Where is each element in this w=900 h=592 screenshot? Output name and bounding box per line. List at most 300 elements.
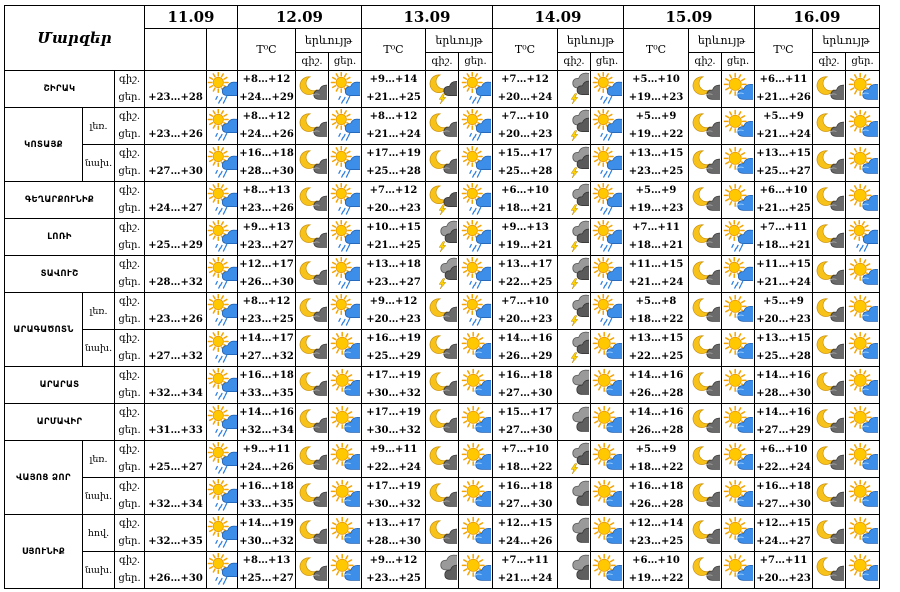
- night-temp: +10…+15: [366, 222, 421, 233]
- night-temp: +6…+10: [759, 185, 808, 196]
- day-temp: +20…+23: [756, 314, 811, 325]
- day-temp: +23…+28: [148, 92, 203, 103]
- moon-cloud-icon: [813, 478, 846, 515]
- temp-wrap: [238, 219, 295, 255]
- temp-wrap: [493, 145, 557, 181]
- sun-cloud-rain-icon: [591, 256, 624, 293]
- temp-range: [238, 478, 296, 515]
- temp-header: T⁰C: [755, 29, 813, 71]
- sun-cloud-rain-icon: [459, 108, 493, 145]
- night-label: գիշ.: [118, 148, 141, 159]
- temp-range: [493, 293, 558, 330]
- day-temp: +28…+32: [148, 277, 203, 288]
- moon-cloud-icon: [426, 293, 459, 330]
- cloud-storm-icon: [558, 182, 591, 219]
- temp-range: [493, 441, 558, 478]
- temp-11-09: [145, 219, 207, 256]
- sun-cloud-rain-icon: [329, 71, 362, 108]
- sun-cloud-icon: [722, 515, 755, 552]
- temp-range: [238, 145, 296, 182]
- blank-cell: [207, 29, 238, 71]
- forecast-table: [4, 5, 880, 589]
- temp-wrap: [238, 552, 295, 588]
- night-temp: +6…+10: [501, 185, 549, 196]
- day-temp: +21…+25: [756, 203, 811, 214]
- moon-cloud-icon: [296, 145, 329, 182]
- temp-range: [624, 71, 689, 108]
- moon-cloud-icon: [296, 256, 329, 293]
- temp-wrap: [755, 515, 812, 551]
- night-label: գիշ.: [118, 296, 141, 307]
- region-row: [5, 182, 880, 219]
- temp-wrap: [238, 441, 295, 477]
- sun-cloud-icon: [591, 367, 624, 404]
- sun-cloud-rain-icon: [329, 256, 362, 293]
- region-name: ՏԱՎՈՒՇ: [5, 256, 115, 293]
- day-temp: +25…+29: [366, 351, 421, 362]
- day-temp: +27…+30: [497, 388, 553, 399]
- date-header: 14.09: [493, 6, 624, 29]
- sun-cloud-icon: [722, 478, 755, 515]
- night-temp: +13…+17: [497, 259, 553, 270]
- labels-wrap: [115, 145, 144, 181]
- moon-cloud-icon: [813, 367, 846, 404]
- moon-cloud-icon: [426, 441, 459, 478]
- day-header: ցեր.: [722, 53, 755, 71]
- night-day-labels: [115, 219, 145, 256]
- moon-cloud-icon: [689, 219, 722, 256]
- moon-cloud-icon: [296, 478, 329, 515]
- cloud-storm-icon: [426, 256, 459, 293]
- sun-cloud-icon: [846, 330, 880, 367]
- blank-line: [145, 219, 206, 237]
- temp-range: [755, 404, 813, 441]
- temp-wrap: [755, 256, 812, 292]
- night-temp: +14…+16: [628, 370, 684, 381]
- labels-wrap: [115, 478, 144, 514]
- moon-cloud-icon: [689, 108, 722, 145]
- day-temp: +18…+22: [628, 462, 684, 473]
- night-header: գիշ.: [296, 53, 329, 71]
- night-temp: +7…+10: [501, 111, 549, 122]
- moon-cloud-icon: [296, 515, 329, 552]
- sun-cloud-icon: [846, 71, 880, 108]
- temp-wrap: [493, 256, 557, 292]
- night-temp: +5…+9: [635, 111, 677, 122]
- moon-cloud-icon: [426, 515, 459, 552]
- region-name: ԿՈՏԱՅՔ: [5, 108, 83, 182]
- labels-wrap: [115, 515, 144, 551]
- temp-11-09: [145, 367, 207, 404]
- region-name: ԳԵՂԱՐՔՈՒՆԻՔ: [5, 182, 115, 219]
- temp-11-09: [145, 552, 207, 589]
- cloud-storm-icon: [558, 330, 591, 367]
- day-label: ցեր.: [118, 314, 141, 325]
- temp-range: [362, 367, 426, 404]
- day-temp: +20…+23: [366, 203, 421, 214]
- night-day-labels: [115, 515, 145, 552]
- sun-cloud-icon: [459, 367, 493, 404]
- blank-line: [145, 367, 206, 385]
- temp-wrap: [145, 404, 206, 440]
- temp-range: [755, 330, 813, 367]
- night-label: գիշ.: [118, 222, 141, 233]
- subregion-label: նախ.: [83, 478, 115, 515]
- day-temp: +21…+24: [628, 277, 684, 288]
- day-temp: +23…+25: [239, 314, 294, 325]
- moon-cloud-storm-icon: [426, 71, 459, 108]
- sun-cloud-rain-icon: [591, 219, 624, 256]
- sun-cloud-icon: [207, 552, 238, 589]
- temp-wrap: [145, 71, 206, 107]
- day-temp: +23…+27: [239, 240, 294, 251]
- day-temp: +19…+23: [628, 92, 684, 103]
- day-temp: +32…+34: [148, 388, 203, 399]
- day-temp: +27…+29: [756, 425, 811, 436]
- blank-line: [145, 441, 206, 459]
- sun-cloud-icon: [722, 441, 755, 478]
- day-temp: +27…+30: [497, 499, 553, 510]
- sun-cloud-icon: [329, 441, 362, 478]
- temp-wrap: [238, 330, 295, 366]
- moon-cloud-icon: [296, 182, 329, 219]
- cloud-icon: [426, 552, 459, 589]
- sun-cloud-icon: [459, 515, 493, 552]
- day-label: ցեր.: [118, 499, 141, 510]
- sun-cloud-icon: [459, 330, 493, 367]
- night-temp: +8…+13: [242, 185, 291, 196]
- temp-range: [755, 478, 813, 515]
- region-name: ՍՅՈՒՆԻՔ: [5, 515, 83, 589]
- moon-cloud-icon: [296, 293, 329, 330]
- labels-wrap: [115, 293, 144, 329]
- temp-range: [493, 145, 558, 182]
- sun-cloud-icon: [591, 441, 624, 478]
- temp-wrap: [362, 404, 425, 440]
- temp-wrap: [624, 71, 688, 107]
- temp-range: [755, 367, 813, 404]
- moon-cloud-icon: [689, 441, 722, 478]
- night-label: գիշ.: [118, 481, 141, 492]
- region-row: [5, 404, 880, 441]
- temp-range: [624, 145, 689, 182]
- sun-cloud-icon: [329, 515, 362, 552]
- temp-wrap: [362, 330, 425, 366]
- temp-range: [755, 182, 813, 219]
- sun-cloud-icon: [846, 478, 880, 515]
- temp-11-09: [145, 441, 207, 478]
- temp-wrap: [493, 219, 557, 255]
- moon-cloud-storm-icon: [426, 182, 459, 219]
- night-day-labels: [115, 293, 145, 330]
- sun-cloud-icon: [329, 404, 362, 441]
- labels-wrap: [115, 219, 144, 255]
- day-temp: +23…+27: [366, 277, 421, 288]
- night-day-labels: [115, 404, 145, 441]
- night-label: գիշ.: [118, 111, 141, 122]
- temp-range: [755, 71, 813, 108]
- moon-cloud-icon: [813, 441, 846, 478]
- day-temp: +26…+28: [628, 388, 684, 399]
- night-temp: +13…+15: [756, 148, 811, 159]
- night-header: գիշ.: [813, 53, 846, 71]
- sun-cloud-icon: [207, 478, 238, 515]
- night-day-labels: [115, 108, 145, 145]
- night-day-labels: [115, 367, 145, 404]
- night-label: գիշ.: [118, 74, 141, 85]
- moon-cloud-icon: [426, 145, 459, 182]
- temp-range: [362, 478, 426, 515]
- night-temp: +16…+18: [628, 481, 684, 492]
- day-temp: +21…+25: [366, 240, 421, 251]
- night-temp: +16…+19: [366, 333, 421, 344]
- night-temp: +11…+15: [628, 259, 684, 270]
- day-label: ցեր.: [118, 536, 141, 547]
- sun-cloud-icon: [207, 515, 238, 552]
- day-label: ցեր.: [118, 277, 141, 288]
- region-name: ԼՈՌԻ: [5, 219, 115, 256]
- night-header: գիշ.: [426, 53, 459, 71]
- temp-range: [493, 478, 558, 515]
- temp-wrap: [145, 256, 206, 292]
- region-row: [5, 219, 880, 256]
- temp-wrap: [238, 478, 295, 514]
- night-temp: +8…+12: [242, 111, 291, 122]
- night-temp: +16…+18: [239, 148, 294, 159]
- temp-range: [755, 441, 813, 478]
- temp-range: [362, 293, 426, 330]
- sun-cloud-icon: [207, 182, 238, 219]
- night-temp: +8…+12: [369, 111, 418, 122]
- blank-line: [145, 478, 206, 496]
- blank-line: [145, 182, 206, 200]
- day-temp: +20…+23: [366, 314, 421, 325]
- sun-cloud-rain-icon: [329, 145, 362, 182]
- day-label: ցեր.: [118, 129, 141, 140]
- day-label: ցեր.: [118, 351, 141, 362]
- temp-range: [624, 404, 689, 441]
- temp-wrap: [624, 478, 688, 514]
- moon-cloud-icon: [813, 219, 846, 256]
- temp-wrap: [145, 478, 206, 514]
- night-temp: +5…+9: [635, 444, 677, 455]
- sun-cloud-icon: [722, 108, 755, 145]
- night-temp: +16…+18: [756, 481, 811, 492]
- sun-cloud-icon: [722, 367, 755, 404]
- sun-cloud-rain-icon: [722, 219, 755, 256]
- day-temp: +24…+27: [148, 203, 203, 214]
- temp-range: [755, 515, 813, 552]
- cloud-icon: [558, 515, 591, 552]
- night-temp: +9…+13: [501, 222, 549, 233]
- day-temp: +32…+34: [239, 425, 294, 436]
- day-temp: +27…+30: [497, 425, 553, 436]
- moon-cloud-icon: [689, 293, 722, 330]
- moon-cloud-icon: [813, 108, 846, 145]
- moon-cloud-icon: [813, 293, 846, 330]
- temp-wrap: [624, 367, 688, 403]
- subregion-label: լեռ.: [83, 441, 115, 478]
- day-temp: +25…+28: [366, 166, 421, 177]
- sun-cloud-rain-icon: [591, 108, 624, 145]
- temp-range: [238, 367, 296, 404]
- temp-range: [624, 293, 689, 330]
- temp-wrap: [755, 367, 812, 403]
- temp-wrap: [493, 515, 557, 551]
- temp-header: T⁰C: [238, 29, 296, 71]
- temp-wrap: [755, 552, 812, 588]
- temp-wrap: [145, 108, 206, 144]
- night-label: գիշ.: [118, 370, 141, 381]
- region-name: ՎԱՅՈՑ ՁՈՐ: [5, 441, 83, 515]
- night-temp: +17…+19: [366, 481, 421, 492]
- night-temp: +16…+18: [239, 370, 294, 381]
- day-temp: +23…+26: [239, 203, 294, 214]
- temp-range: [238, 256, 296, 293]
- moon-cloud-icon: [813, 256, 846, 293]
- day-label: ցեր.: [118, 203, 141, 214]
- temp-wrap: [362, 367, 425, 403]
- temp-range: [238, 330, 296, 367]
- cloud-icon: [558, 478, 591, 515]
- cloud-storm-icon: [558, 256, 591, 293]
- temp-wrap: [362, 441, 425, 477]
- night-temp: +7…+10: [501, 444, 549, 455]
- subregion-label: լեռ.: [83, 108, 115, 145]
- night-temp: +15…+17: [497, 407, 553, 418]
- temp-range: [624, 478, 689, 515]
- moon-cloud-icon: [689, 182, 722, 219]
- day-label: ցեր.: [118, 240, 141, 251]
- day-temp: +23…+25: [628, 536, 684, 547]
- day-temp: +26…+30: [148, 573, 203, 584]
- regions-header: Մարզեր: [5, 6, 145, 71]
- temp-range: [493, 256, 558, 293]
- sun-cloud-rain-icon: [329, 219, 362, 256]
- temp-wrap: [755, 330, 812, 366]
- subregion-label: լեռ.: [83, 293, 115, 330]
- sun-cloud-icon: [846, 367, 880, 404]
- night-temp: +9…+14: [369, 74, 418, 85]
- sun-cloud-rain-icon: [459, 182, 493, 219]
- temp-range: [238, 404, 296, 441]
- night-temp: +14…+16: [628, 407, 684, 418]
- sun-cloud-icon: [722, 71, 755, 108]
- temp-wrap: [624, 145, 688, 181]
- night-temp: +7…+11: [501, 555, 549, 566]
- temp-11-09: [145, 256, 207, 293]
- weather-header: երևույթ: [426, 29, 493, 53]
- day-temp: +30…+32: [239, 536, 294, 547]
- sun-cloud-icon: [722, 145, 755, 182]
- night-temp: +9…+13: [242, 222, 291, 233]
- day-header: ցեր.: [329, 53, 362, 71]
- night-day-labels: [115, 441, 145, 478]
- night-temp: +6…+10: [759, 444, 808, 455]
- temp-wrap: [362, 293, 425, 329]
- night-header: գիշ.: [558, 53, 591, 71]
- temp-11-09: [145, 515, 207, 552]
- sun-cloud-icon: [207, 293, 238, 330]
- temp-wrap: [755, 478, 812, 514]
- night-temp: +17…+19: [366, 148, 421, 159]
- day-header: ցեր.: [846, 53, 880, 71]
- temp-range: [238, 552, 296, 589]
- temp-range: [624, 182, 689, 219]
- night-temp: +14…+19: [239, 518, 294, 529]
- temp-wrap: [362, 478, 425, 514]
- labels-wrap: [115, 552, 144, 588]
- temp-range: [493, 367, 558, 404]
- day-temp: +20…+23: [497, 129, 553, 140]
- day-temp: +22…+24: [366, 462, 421, 473]
- subregion-label: նախ.: [83, 330, 115, 367]
- temp-range: [362, 552, 426, 589]
- temp-range: [624, 441, 689, 478]
- weather-header: երևույթ: [296, 29, 362, 53]
- temp-range: [362, 515, 426, 552]
- temp-wrap: [145, 441, 206, 477]
- night-label: գիշ.: [118, 444, 141, 455]
- night-label: գիշ.: [118, 259, 141, 270]
- region-row: [5, 145, 880, 182]
- day-temp: +26…+29: [497, 351, 553, 362]
- day-temp: +30…+32: [366, 499, 421, 510]
- temp-wrap: [145, 219, 206, 255]
- night-temp: +14…+16: [756, 407, 811, 418]
- temp-wrap: [493, 330, 557, 366]
- date-header-row: [5, 6, 880, 29]
- sun-cloud-rain-icon: [591, 293, 624, 330]
- temp-11-09: [145, 182, 207, 219]
- temp-range: [755, 108, 813, 145]
- day-temp: +24…+26: [497, 536, 553, 547]
- temp-wrap: [624, 108, 688, 144]
- moon-cloud-icon: [813, 515, 846, 552]
- blank-line: [145, 404, 206, 422]
- sun-cloud-icon: [846, 552, 880, 589]
- temp-11-09: [145, 478, 207, 515]
- moon-cloud-icon: [689, 367, 722, 404]
- region-row: [5, 552, 880, 589]
- temp-wrap: [238, 182, 295, 218]
- labels-wrap: [115, 256, 144, 292]
- labels-wrap: [115, 71, 144, 107]
- day-header: ցեր.: [591, 53, 624, 71]
- day-temp: +22…+25: [497, 277, 553, 288]
- day-temp: +20…+23: [497, 314, 553, 325]
- night-day-labels: [115, 182, 145, 219]
- night-temp: +9…+12: [369, 296, 418, 307]
- blank-line: [145, 293, 206, 311]
- labels-wrap: [115, 330, 144, 366]
- temp-wrap: [145, 515, 206, 551]
- night-day-labels: [115, 478, 145, 515]
- moon-cloud-icon: [426, 478, 459, 515]
- temp-range: [238, 108, 296, 145]
- date-header: 13.09: [362, 6, 493, 29]
- night-label: գիշ.: [118, 407, 141, 418]
- region-name: ՇԻՐԱԿ: [5, 71, 115, 108]
- temp-range: [624, 330, 689, 367]
- cloud-storm-icon: [558, 293, 591, 330]
- night-temp: +8…+12: [242, 296, 291, 307]
- sun-cloud-icon: [207, 441, 238, 478]
- cloud-storm-icon: [558, 219, 591, 256]
- sun-cloud-icon: [207, 108, 238, 145]
- region-name: ԱՐՄԱՎԻՐ: [5, 404, 115, 441]
- region-name: ԱՐԱՐԱՏ: [5, 367, 115, 404]
